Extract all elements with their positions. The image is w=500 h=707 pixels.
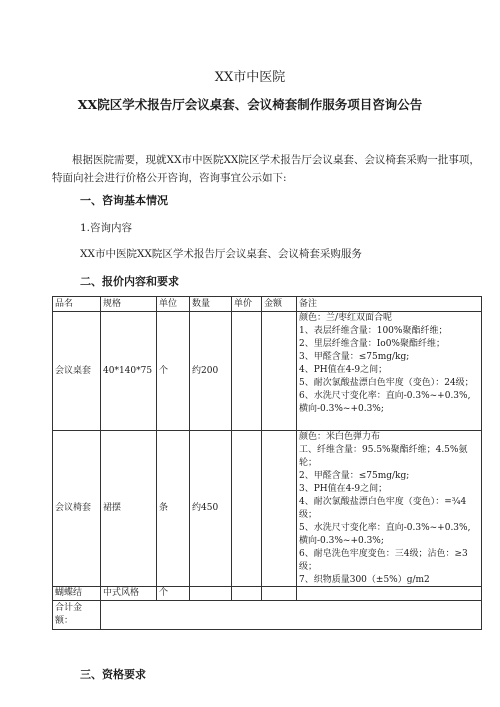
cell-qty bbox=[190, 587, 232, 601]
remark-line: 6、耐皂洗色牢度变色：三4级；沾色：≥3级； bbox=[299, 549, 468, 572]
cell-remarks bbox=[297, 312, 482, 431]
cell-name: 蝴蝶结 bbox=[53, 587, 101, 601]
column-header: 单位 bbox=[157, 297, 190, 312]
cell-remarks bbox=[297, 587, 482, 601]
remark-line: 4、耐次氯酸盐漂白色牢度（变色）：=¾4级； bbox=[299, 497, 467, 520]
column-header: 备注 bbox=[297, 297, 482, 312]
column-header: 规格 bbox=[101, 297, 157, 312]
total-value bbox=[101, 601, 482, 630]
remark-line: 颜色：米白色弹力布 bbox=[299, 432, 381, 442]
remark-line: 工、纤维含量：95.5%聚酯纤维；4.5%氨轮； bbox=[299, 445, 468, 468]
hospital-title: XX市中医院 bbox=[214, 70, 286, 85]
cell-unit: 个 bbox=[157, 312, 190, 431]
column-header: 品名 bbox=[53, 297, 101, 312]
cell-name: 会议椅套 bbox=[53, 431, 101, 587]
remark-line: 3、甲醛含量：≤75mg/kg; bbox=[299, 352, 410, 362]
remark-line: 2、甲醛含量：≤75mg/kg; bbox=[299, 471, 410, 481]
intro-paragraph: 根据医院需要，现就XX市中医院XX院区学术报告厅会议桌套、会议椅套采购一批事项，特面向社会进行价格公开咨询，咨询事宜公示如下: bbox=[52, 154, 480, 184]
remark-line: 1、表层纤维含量：100%聚酯纤维； bbox=[299, 326, 448, 336]
section1-heading: 一、咨询基本情况 bbox=[80, 194, 168, 207]
remark-line: 6、水洗尺寸变化率：直向-0.3%~+0.3%,横向-0.3%~+0.3%; bbox=[299, 391, 471, 414]
column-header: 单价 bbox=[232, 297, 262, 312]
cell-price bbox=[232, 431, 262, 587]
cell-amount bbox=[262, 587, 297, 601]
cell-amount bbox=[262, 431, 297, 587]
quote-table bbox=[52, 296, 482, 630]
table-header-row bbox=[53, 297, 482, 312]
cell-name: 会议桌套 bbox=[53, 312, 101, 431]
cell-price bbox=[232, 312, 262, 431]
remark-line: 7、织物质量300（±5%）g/m2 bbox=[299, 575, 430, 585]
remark-line: 4、PH值在4-9之间； bbox=[299, 365, 388, 375]
cell-qty: 约200 bbox=[190, 312, 232, 431]
column-header: 数量 bbox=[190, 297, 232, 312]
table-row bbox=[53, 431, 482, 587]
cell-amount bbox=[262, 312, 297, 431]
project-title: XX院区学术报告厅会议桌套、会议椅套制作服务项目咨询公告 bbox=[77, 97, 423, 112]
remarks-list bbox=[299, 431, 479, 586]
remark-line: 3、PH值在4-9之间； bbox=[299, 484, 388, 494]
remark-line: 颜色：兰/枣红双面合呢 bbox=[299, 313, 393, 323]
service-description: XX市中医院XX院区学术报告厅会议桌套、会议椅套采购服务 bbox=[80, 248, 362, 260]
cell-price bbox=[232, 587, 262, 601]
total-label: 合计金额： bbox=[53, 601, 101, 630]
cell-spec: 裙摆 bbox=[101, 431, 157, 587]
column-header: 金额 bbox=[262, 297, 297, 312]
cell-qty: 约450 bbox=[190, 431, 232, 587]
table-total-row bbox=[53, 601, 482, 630]
section3-heading: 三、资格要求 bbox=[80, 668, 146, 681]
cell-unit: 条 bbox=[157, 431, 190, 587]
table-row bbox=[53, 312, 482, 431]
section1-subheading: 1.咨询内容 bbox=[80, 222, 133, 234]
remarks-list bbox=[299, 312, 479, 430]
cell-unit: 个 bbox=[157, 587, 190, 601]
remark-line: 2、里层纤维含量：Io0%聚酯纤维； bbox=[299, 339, 445, 349]
cell-remarks bbox=[297, 431, 482, 587]
cell-spec: 40*140*75 bbox=[101, 312, 157, 431]
remark-line: 5、耐次氯酸盐漂白色牢度（变色）：24级； bbox=[299, 378, 474, 388]
remark-line: 5、水洗尺寸变化率：直向-0.3%~+0.3%,横向-0.3%~+0.3%; bbox=[299, 523, 471, 546]
table-row bbox=[53, 587, 482, 601]
cell-spec: 中式风格 bbox=[101, 587, 157, 601]
section2-heading: 二、报价内容和要求 bbox=[80, 275, 179, 288]
